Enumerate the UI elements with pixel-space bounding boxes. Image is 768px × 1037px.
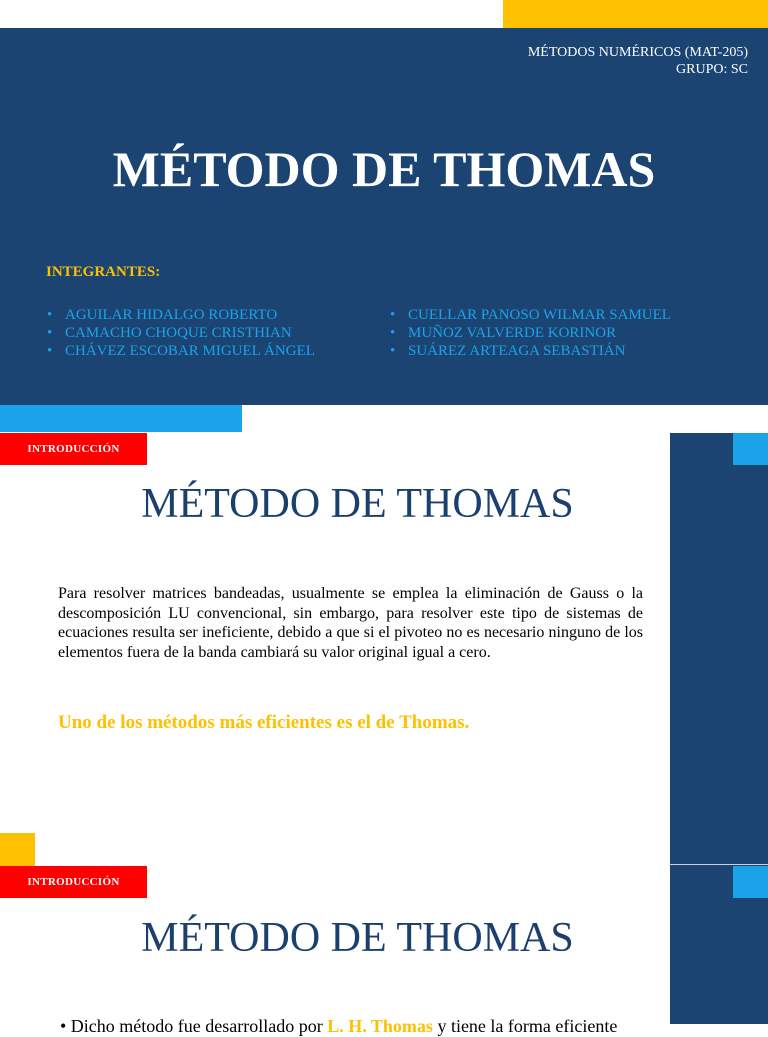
member-item: • MUÑOZ VALVERDE KORINOR [390, 324, 671, 342]
members-list-right [390, 306, 671, 360]
slide2-side-accent [733, 433, 768, 465]
slide3-bullet-text [60, 1016, 617, 1037]
slide1-title: MÉTODO DE THOMAS [112, 141, 656, 197]
slide1-top-accent-bar [503, 0, 768, 28]
slide2-title: MÉTODO DE THOMAS [141, 481, 574, 527]
course-info [528, 44, 748, 78]
member-item: • SUÁREZ ARTEAGA SEBASTIÁN [390, 342, 671, 360]
member-item: • AGUILAR HIDALGO ROBERTO [47, 306, 315, 324]
member-item: • CUELLAR PANOSO WILMAR SAMUEL [390, 306, 671, 324]
slide2-section-tag: INTRODUCCIÓN [0, 433, 147, 465]
slide3-text-start: • Dicho método fue desarrollado por [60, 1016, 328, 1036]
member-item: • CAMACHO CHOQUE CRISTHIAN [47, 324, 315, 342]
members-list-left [47, 306, 315, 360]
slide2-highlight: Uno de los métodos más eficientes es el de Thomas. [58, 712, 470, 733]
course-name: MÉTODOS NUMÉRICOS (MAT-205) [527, 45, 748, 60]
slide3-text-highlight: L. H. Thomas [327, 1016, 433, 1036]
course-group: GRUPO: SC [676, 62, 748, 77]
slide1-bottom-accent-bar [0, 405, 242, 432]
slide2-paragraph: Para resolver matrices bandeadas, usualmente se emplea la eliminación de Gauss o la descomposición LU convencional, sin embargo, para resolver este tipo de sistemas de ecuaciones resulta ser ineficiente, debido a que si el pivoteo no es necesario ninguno de los elementos fuera de la banda cambiará su valor original igual a cero. [58, 585, 643, 661]
slide2-bottom-accent [0, 833, 35, 866]
slide3-side-accent [733, 866, 768, 898]
slide3-text-end: y tiene la forma eficiente [432, 1016, 618, 1036]
slide3-title: MÉTODO DE THOMAS [141, 915, 574, 961]
member-item: • CHÁVEZ ESCOBAR MIGUEL ÁNGEL [47, 342, 315, 360]
slide3-section-tag: INTRODUCCIÓN [0, 866, 147, 898]
members-label: INTEGRANTES: [46, 264, 161, 280]
